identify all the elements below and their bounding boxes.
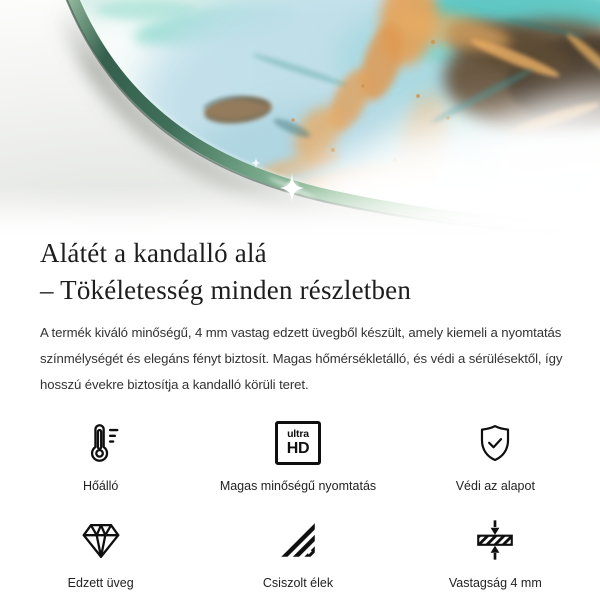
feature-polished-edges	[199, 515, 396, 590]
diamond-icon	[78, 515, 124, 565]
shield-check-icon	[473, 418, 517, 468]
feature-label: Vastagság 4 mm	[448, 576, 542, 590]
feature-tempered-glass	[2, 515, 199, 590]
feature-label: Csiszolt élek	[262, 576, 334, 590]
thermometer-icon	[78, 418, 124, 468]
product-photo	[0, 0, 600, 237]
polished-edge-icon	[275, 515, 321, 565]
ultra-hd-icon	[275, 418, 321, 468]
feature-print-quality	[199, 418, 396, 493]
feature-label: Hőálló	[82, 479, 119, 493]
ultra-hd-badge-bottom: HD	[286, 439, 310, 457]
feature-label: Magas minőségű nyomtatás	[219, 479, 377, 493]
feature-label: Védi az alapot	[455, 479, 535, 493]
feature-heat-resistant	[2, 418, 199, 493]
page-title-line1: Alátét a kandalló alá	[40, 238, 267, 268]
page-title	[0, 235, 600, 309]
thickness-icon	[472, 515, 518, 565]
product-description: A termék kiváló minőségű, 4 mm vastag edzett üvegből készült, amely kiemeli a nyomtatás színmélységét és elegáns fényt biztosít. Magas hőmérsékletálló, és védi a sérülésektől, így hosszú évekre biztosítja a kandalló körüli teret.	[40, 325, 563, 392]
feature-label: Edzett üveg	[67, 576, 134, 590]
feature-thickness	[397, 515, 594, 590]
photo-bottom-fade	[0, 186, 600, 237]
ultra-hd-badge-top: ultra	[287, 428, 309, 441]
feature-grid	[2, 418, 594, 590]
feature-protects-base	[397, 418, 594, 493]
glass-disc-illustration	[0, 0, 600, 237]
page-title-line2: – Tökéletesség minden részletben	[40, 275, 412, 305]
